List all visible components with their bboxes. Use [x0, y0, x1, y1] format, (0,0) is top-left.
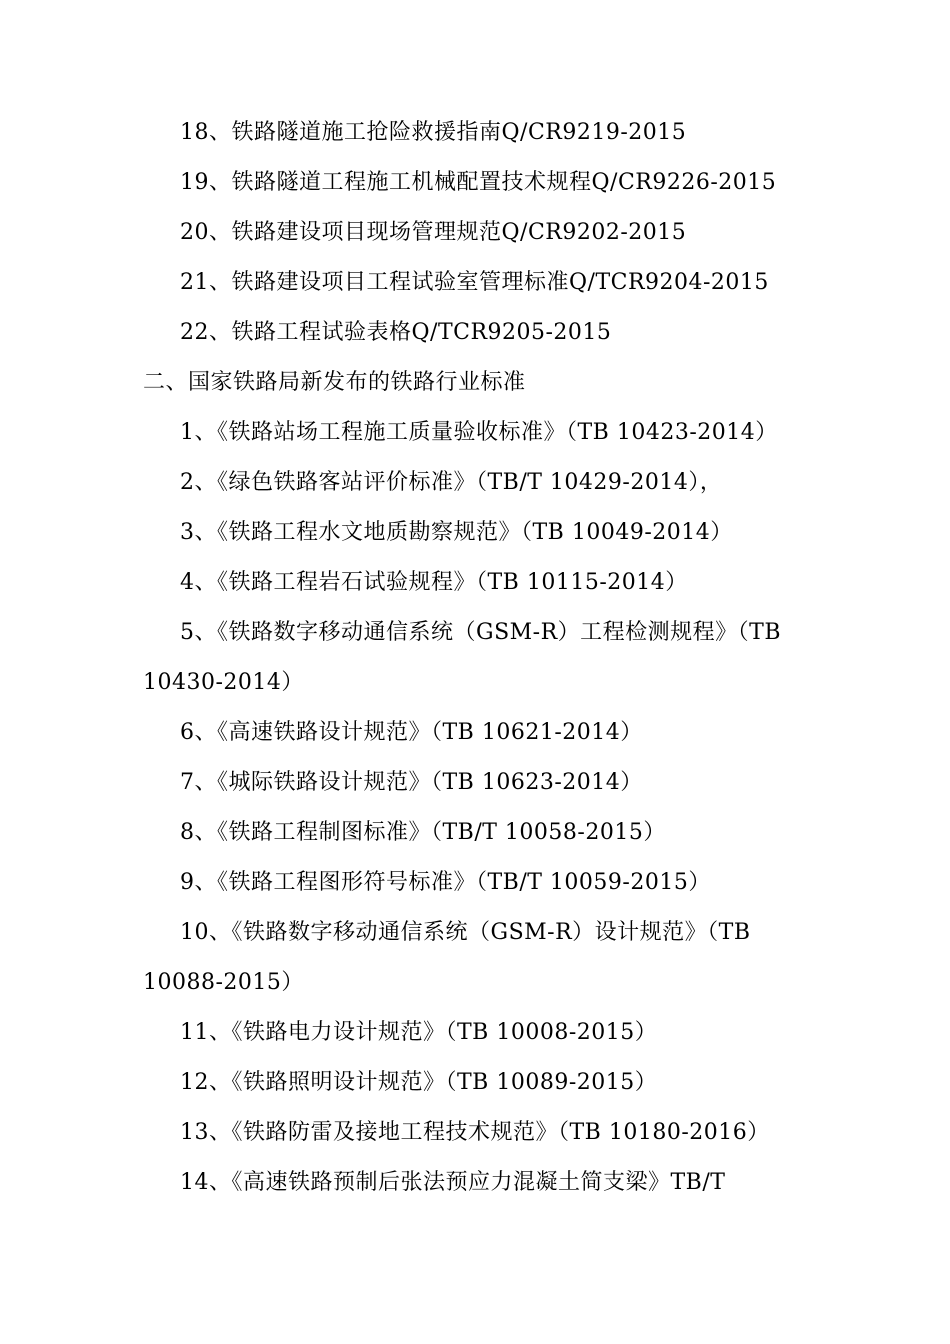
- standard-item-19: 19、铁路隧道工程施工机械配置技术规程Q/CR9226-2015: [180, 170, 777, 195]
- industry-standard-13: 13、《铁路防雷及接地工程技术规范》（TB 10180-2016）: [180, 1120, 770, 1145]
- industry-standard-9: 9、《铁路工程图形符号标准》（TB/T 10059-2015）: [180, 870, 711, 895]
- standard-item-20: 20、铁路建设项目现场管理规范Q/CR9202-2015: [180, 220, 687, 245]
- industry-standard-14: 14、《高速铁路预制后张法预应力混凝土简支梁》TB/T: [180, 1170, 726, 1195]
- industry-standard-10: 10、《铁路数字移动通信系统（GSM-R）设计规范》（TB: [180, 920, 751, 945]
- industry-standard-1: 1、《铁路站场工程施工质量验收标准》（TB 10423-2014）: [180, 420, 778, 445]
- industry-standard-11: 11、《铁路电力设计规范》（TB 10008-2015）: [180, 1020, 658, 1045]
- industry-standard-10-continued: 10088-2015）: [143, 970, 304, 995]
- industry-standard-6: 6、《高速铁路设计规范》（TB 10621-2014）: [180, 720, 643, 745]
- industry-standard-5: 5、《铁路数字移动通信系统（GSM-R）工程检测规程》（TB: [180, 620, 782, 645]
- standard-item-18: 18、铁路隧道施工抢险救援指南Q/CR9219-2015: [180, 120, 687, 145]
- industry-standard-5-continued: 10430-2014）: [143, 670, 304, 695]
- industry-standard-2: 2、《绿色铁路客站评价标准》（TB/T 10429-2014），: [180, 470, 723, 495]
- industry-standard-4: 4、《铁路工程岩石试验规程》（TB 10115-2014）: [180, 570, 688, 595]
- standard-item-21: 21、铁路建设项目工程试验室管理标准Q/TCR9204-2015: [180, 270, 769, 295]
- industry-standard-3: 3、《铁路工程水文地质勘察规范》（TB 10049-2014）: [180, 520, 733, 545]
- standard-item-22: 22、铁路工程试验表格Q/TCR9205-2015: [180, 320, 612, 345]
- industry-standard-8: 8、《铁路工程制图标准》（TB/T 10058-2015）: [180, 820, 666, 845]
- industry-standard-12: 12、《铁路照明设计规范》（TB 10089-2015）: [180, 1070, 658, 1095]
- section-heading: 二、国家铁路局新发布的铁路行业标准: [143, 370, 526, 395]
- industry-standard-7: 7、《城际铁路设计规范》（TB 10623-2014）: [180, 770, 643, 795]
